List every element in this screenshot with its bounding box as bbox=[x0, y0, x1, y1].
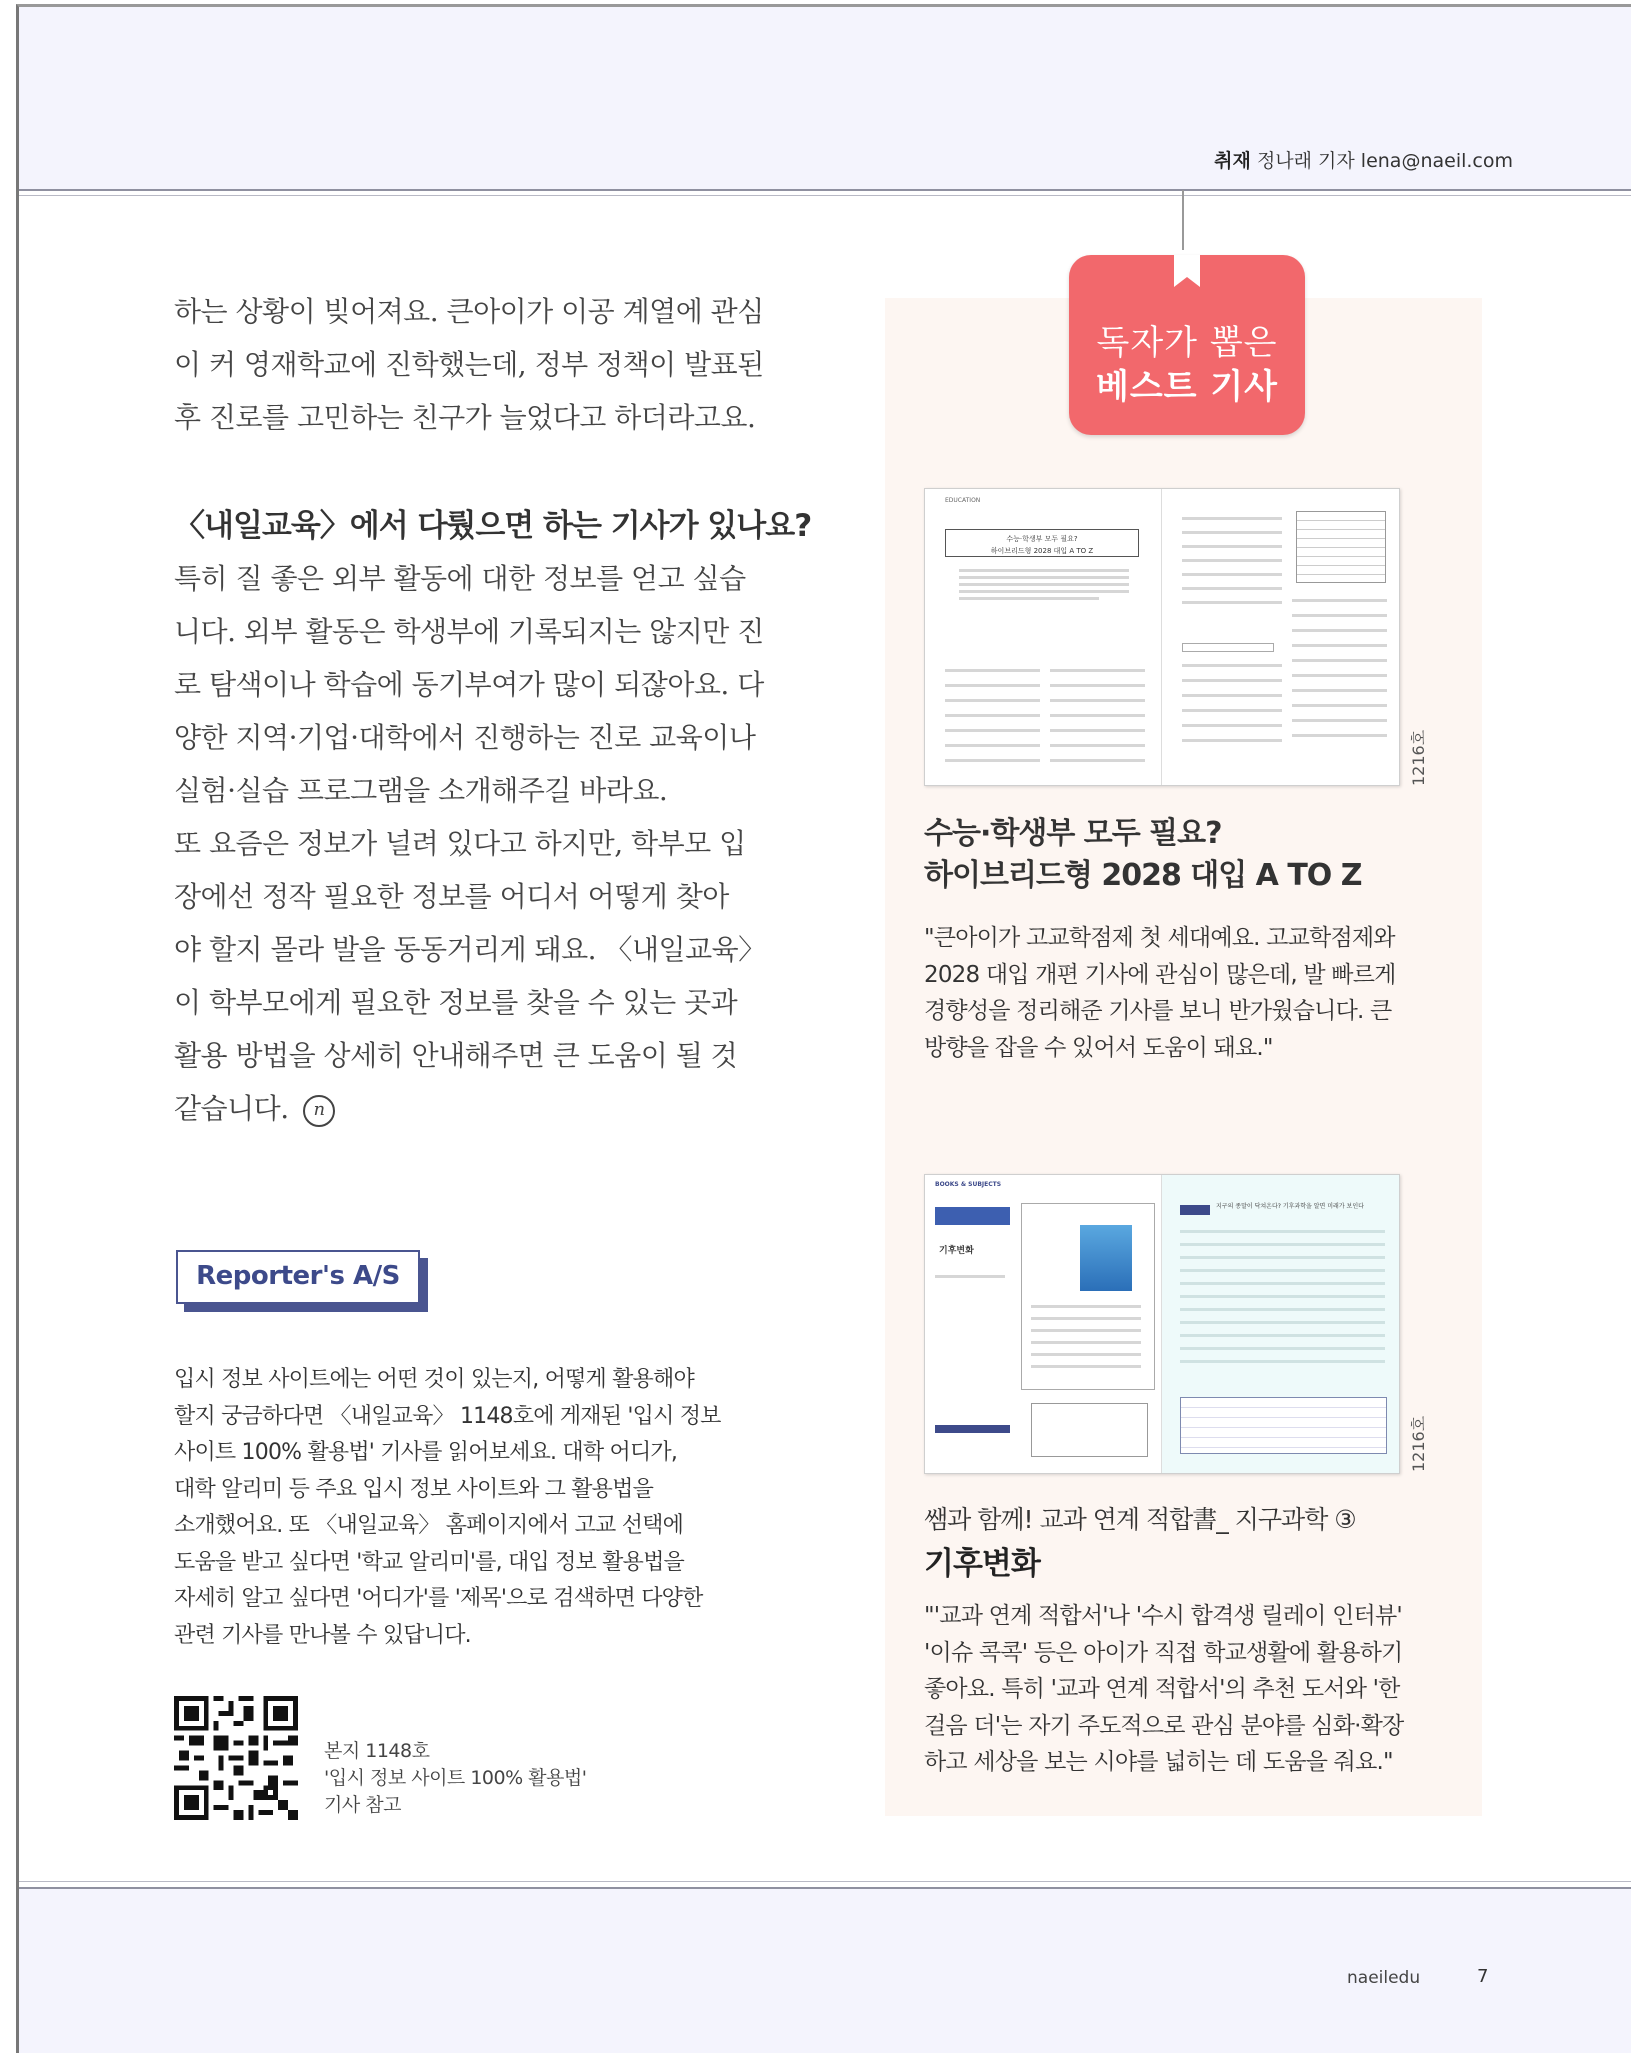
thumb-left-page bbox=[925, 489, 1162, 785]
thumb-text-line bbox=[1292, 599, 1387, 602]
best-article-badge bbox=[1069, 255, 1305, 435]
thumb-footer-box bbox=[935, 1425, 1010, 1433]
thumb-text-line bbox=[1292, 614, 1387, 617]
footer-rule-thin bbox=[19, 1881, 1631, 1882]
thumb-text-line bbox=[1180, 1347, 1385, 1350]
thumb-text-line bbox=[1050, 744, 1145, 747]
reporter-as-body bbox=[174, 1362, 794, 1654]
text-line: 로 탐색이나 학습에 동기부여가 많이 되잖아요. 다 bbox=[174, 668, 764, 701]
thumb-text-line bbox=[1180, 1334, 1385, 1337]
thumb-text-line bbox=[1031, 1365, 1141, 1368]
text-line: 도움을 받고 싶다면 '학교 알리미'를, 대입 정보 활용법을 bbox=[174, 1549, 684, 1575]
thumb-badge bbox=[1180, 1205, 1210, 1215]
text-line: 니다. 외부 활동은 학생부에 기록되지는 않지만 진 bbox=[174, 615, 764, 648]
badge-line2: 베스트 기사 bbox=[1095, 367, 1279, 407]
article2-issue-tag: 1216호 bbox=[1409, 1415, 1428, 1472]
text-line-end: 같습니다. bbox=[174, 1092, 289, 1125]
thumb-text-line bbox=[1182, 724, 1282, 727]
text-line bbox=[174, 1082, 794, 1135]
qr-caption bbox=[324, 1738, 586, 1819]
thumb-text-line bbox=[1180, 1360, 1385, 1363]
thumb-text-line bbox=[945, 684, 1040, 687]
header-rule bbox=[19, 189, 1631, 191]
thumb-subhead bbox=[1182, 643, 1274, 652]
footer-rule bbox=[19, 1887, 1631, 1889]
thumb-text-line bbox=[1292, 644, 1387, 647]
text-line: 또 요즘은 정보가 널려 있다고 하지만, 학부모 입 bbox=[174, 827, 746, 860]
thumb-text-line bbox=[945, 714, 1040, 717]
text-line: 사이트 100% 활용법' 기사를 읽어보세요. 대학 어디가, bbox=[174, 1440, 678, 1465]
text-line: 걸음 더'는 자기 주도적으로 관심 분야를 심화·확장 bbox=[924, 1712, 1404, 1739]
text-line: 본지 1148호 bbox=[324, 1740, 430, 1762]
thumb-text-line bbox=[1182, 587, 1282, 590]
thumb-text-line bbox=[1031, 1317, 1141, 1320]
thumb-text-line bbox=[959, 590, 1129, 593]
thumb-text-line bbox=[1182, 559, 1282, 562]
thumb-text-line bbox=[959, 569, 1129, 572]
text-line: 입시 정보 사이트에는 어떤 것이 있는지, 어떻게 활용해야 bbox=[174, 1367, 694, 1392]
thumb-text-line bbox=[1182, 679, 1282, 682]
thumb-text-line bbox=[945, 699, 1040, 702]
thumb-text-line bbox=[1292, 704, 1387, 707]
text-line: 이 학부모에게 필요한 정보를 찾을 수 있는 곳과 bbox=[174, 986, 738, 1019]
thumb-text-line bbox=[1182, 694, 1282, 697]
thumb-box bbox=[1031, 1403, 1148, 1457]
thumb-section: BOOKS & SUBJECTS bbox=[935, 1181, 1002, 1188]
text-line: 자세히 알고 싶다면 '어디가'를 '제목'으로 검색하면 다양한 bbox=[174, 1586, 703, 1611]
thumb-headline1: 수능·학생부 모두 필요? bbox=[1006, 535, 1078, 543]
thumb-text-line bbox=[959, 597, 1099, 600]
text-line: 기사 참고 bbox=[324, 1794, 401, 1816]
thumb-text-line bbox=[1031, 1341, 1141, 1344]
badge-line1: 독자가 뽑은 bbox=[1096, 323, 1278, 363]
thumb-left-page bbox=[925, 1175, 1162, 1473]
article1-title-line2: 하이브리드형 2028 대입 A TO Z bbox=[924, 858, 1362, 893]
thumb-side-title: 지구의 종말이 닥쳐온다? 기후과학을 알면 미래가 보인다 bbox=[1216, 1203, 1364, 1210]
text-line: 양한 지역·기업·대학에서 진행하는 진로 교육이나 bbox=[174, 721, 756, 754]
reporter-as-label bbox=[176, 1250, 420, 1304]
thumb-headline2: 하이브리드형 2028 대입 A TO Z bbox=[990, 547, 1094, 555]
thumb-text-line bbox=[1182, 531, 1282, 534]
intro-paragraph bbox=[174, 285, 794, 444]
thumb-text-line bbox=[1050, 759, 1145, 762]
thumb-text-line bbox=[1182, 573, 1282, 576]
thumb-text-line bbox=[1050, 684, 1145, 687]
thumb-text-line bbox=[1292, 629, 1387, 632]
text-line: 할지 궁금하다면 〈내일교육〉 1148호에 게재된 '입시 정보 bbox=[174, 1403, 721, 1429]
bookmark-icon bbox=[1174, 255, 1200, 287]
thumb-text-line bbox=[1182, 601, 1282, 604]
article1-thumbnail[interactable] bbox=[924, 488, 1400, 786]
thumb-text-line bbox=[1180, 1230, 1385, 1233]
thumb-text-line bbox=[1180, 1321, 1385, 1324]
thumb-table bbox=[1296, 511, 1386, 583]
thumb-text-line bbox=[1292, 689, 1387, 692]
end-mark-letter: n bbox=[313, 1098, 325, 1120]
text-line: 실험·실습 프로그램을 소개해주길 바라요. bbox=[174, 774, 668, 807]
text-line: 대학 알리미 등 주요 입시 정보 사이트와 그 활용법을 bbox=[174, 1476, 654, 1502]
thumb-text-line bbox=[1031, 1305, 1141, 1308]
thumb-text-line bbox=[1182, 517, 1282, 520]
thumb-tag-box bbox=[935, 1207, 1010, 1225]
thumb-headline: 기후변화 bbox=[939, 1246, 974, 1256]
footer-brand: naeiledu bbox=[1347, 1968, 1421, 1988]
thumb-text-line bbox=[1050, 729, 1145, 732]
thumb-text-line bbox=[959, 583, 1129, 586]
text-line: "'교과 연계 적합서'나 '수시 합격생 릴레이 인터뷰' bbox=[924, 1603, 1402, 1629]
thumb-text-line bbox=[1050, 714, 1145, 717]
thumb-text-line bbox=[1050, 699, 1145, 702]
article2-kicker: 쌤과 함께! 교과 연계 적합書_ 지구과학 ③ bbox=[924, 1505, 1356, 1534]
thumb-text-line bbox=[1050, 669, 1145, 672]
thumb-text-line bbox=[1182, 709, 1282, 712]
article2-reader-quote bbox=[924, 1598, 1464, 1781]
text-line: 하고 세상을 보는 시야를 넓히는 데 도움을 줘요." bbox=[924, 1749, 1393, 1775]
thumb-text-line bbox=[1180, 1256, 1385, 1259]
text-line: 후 진로를 고민하는 친구가 늘었다고 하더라고요. bbox=[174, 401, 756, 434]
text-line: 좋아요. 특히 '교과 연계 적합서'의 추천 도서와 '한 bbox=[924, 1676, 1400, 1702]
text-line: '이슈 콕콕' 등은 아이가 직접 학교생활에 활용하기 bbox=[924, 1639, 1403, 1666]
thumb-section: EDUCATION bbox=[945, 497, 981, 504]
thumb-text-line bbox=[1182, 664, 1282, 667]
thumb-text-line bbox=[1180, 1308, 1385, 1311]
header-rule-thin bbox=[19, 195, 1631, 196]
thumb-right-page bbox=[1162, 1175, 1399, 1473]
text-line: 소개했어요. 또 〈내일교육〉 홈페이지에서 고교 선택에 bbox=[174, 1513, 684, 1538]
thumb-text-line bbox=[945, 759, 1040, 762]
thumb-title-box bbox=[945, 529, 1139, 557]
thumb-text-line bbox=[1292, 734, 1387, 737]
page-number: 7 bbox=[1477, 1966, 1489, 1987]
qr-code-icon[interactable] bbox=[174, 1696, 298, 1820]
article1-issue-tag: 1216호 bbox=[1409, 729, 1428, 786]
thumb-text-line bbox=[945, 729, 1040, 732]
text-line: 특히 질 좋은 외부 활동에 대한 정보를 얻고 싶습 bbox=[174, 562, 746, 595]
text-line: 방향을 잡을 수 있어서 도움이 돼요." bbox=[924, 1034, 1273, 1061]
thumb-text-line bbox=[945, 669, 1040, 672]
text-line: '입시 정보 사이트 100% 활용법' bbox=[324, 1767, 587, 1789]
interview-question: 〈내일교육〉에서 다뤘으면 하는 기사가 있나요? bbox=[174, 508, 812, 544]
thumb-text-line bbox=[1031, 1329, 1141, 1332]
thumb-text-line bbox=[1180, 1295, 1385, 1298]
reporter-as-title: Reporter's A/S bbox=[196, 1261, 400, 1291]
article1-reader-quote bbox=[924, 920, 1464, 1066]
text-line: 야 할지 몰라 발을 동동거리게 돼요. 〈내일교육〉 bbox=[174, 933, 766, 966]
thumb-text-line bbox=[945, 744, 1040, 747]
thumb-book-cover bbox=[1080, 1225, 1132, 1291]
thumb-text-line bbox=[935, 1275, 1005, 1278]
badge-hanger bbox=[1182, 190, 1184, 250]
thumb-text-line bbox=[1180, 1282, 1385, 1285]
thumb-text-line bbox=[1292, 719, 1387, 722]
article1-title[interactable] bbox=[924, 813, 1362, 897]
thumb-text-line bbox=[959, 576, 1129, 579]
text-line: 장에선 정작 필요한 정보를 어디서 어떻게 찾아 bbox=[174, 880, 729, 913]
text-line: 관련 기사를 만나볼 수 있답니다. bbox=[174, 1622, 471, 1648]
text-line: 활용 방법을 상세히 안내해주면 큰 도움이 될 것 bbox=[174, 1039, 738, 1072]
byline bbox=[1214, 146, 1513, 173]
thumb-text-line bbox=[1182, 545, 1282, 548]
text-line: "큰아이가 고교학점제 첫 세대예요. 고교학점제와 bbox=[924, 925, 1395, 951]
thumb-text-line bbox=[1180, 1269, 1385, 1272]
text-line: 이 커 영재학교에 진학했는데, 정부 정책이 발표된 bbox=[174, 348, 764, 381]
text-line: 경향성을 정리해준 기사를 보니 반가웠습니다. 큰 bbox=[924, 998, 1392, 1024]
thumb-text-line bbox=[1031, 1353, 1141, 1356]
text-line: 2028 대입 개편 기사에 관심이 많은데, 발 빠르게 bbox=[924, 961, 1396, 988]
thumb-right-page bbox=[1162, 489, 1399, 785]
thumb-text-line bbox=[1292, 659, 1387, 662]
thumb-text-line bbox=[1292, 674, 1387, 677]
article2-title[interactable]: 기후변화 bbox=[924, 1546, 1040, 1582]
byline-text: 정나래 기자 lena@naeil.com bbox=[1256, 150, 1513, 172]
article2-thumbnail[interactable] bbox=[924, 1174, 1400, 1474]
thumb-table bbox=[1180, 1397, 1387, 1454]
thumb-text-line bbox=[1180, 1243, 1385, 1246]
text-line: 하는 상황이 빚어져요. 큰아이가 이공 계열에 관심 bbox=[174, 295, 764, 328]
byline-label: 취재 bbox=[1214, 150, 1251, 172]
answer-paragraph bbox=[174, 552, 794, 1135]
end-mark-icon bbox=[303, 1095, 335, 1127]
thumb-text-line bbox=[1182, 739, 1282, 742]
article1-title-line1: 수능·학생부 모두 필요? bbox=[924, 816, 1222, 851]
